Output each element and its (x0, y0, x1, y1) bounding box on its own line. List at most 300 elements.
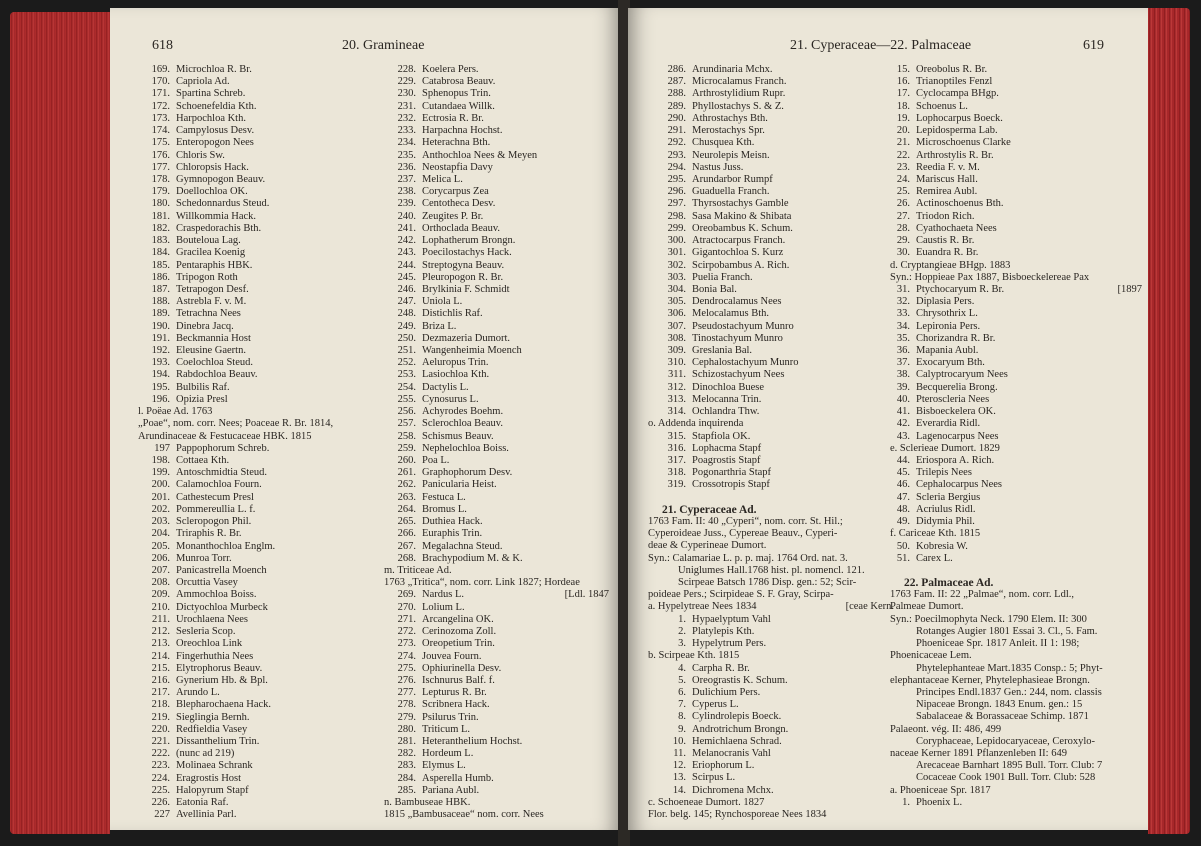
entry-number: 30. (896, 247, 910, 259)
genus-name: Harpachna Hochst. (422, 125, 503, 137)
genus-entry (384, 101, 609, 113)
genus-entry (384, 614, 609, 626)
entry-number: 279. (397, 711, 416, 723)
genus-entry (138, 162, 388, 174)
paragraph-line (890, 272, 1142, 284)
genus-name: Enteropogon Nees (176, 137, 254, 149)
genus-entry (384, 235, 609, 247)
genus-name: Cottaea Kth. (176, 455, 230, 466)
genus-entry (648, 772, 894, 784)
genus-entry (384, 455, 609, 467)
genus-name: Carpha R. Br. (692, 662, 750, 674)
entry-number: 16. (896, 76, 910, 88)
genus-name: Pogonarthria Stapf (692, 467, 772, 479)
entry-number: 33. (896, 308, 910, 320)
paragraph-text: Syn.: Poecilmophyta Neck. 1790 Elem. II: 300 (890, 613, 1087, 625)
genus-name: Hordeum L. (422, 748, 474, 760)
entry-number: 48. (896, 503, 910, 515)
genus-name: Chrysothrix L. (916, 308, 978, 320)
genus-name: Ectrosia R. Br. (422, 112, 484, 124)
genus-name: Dulichium Pers. (692, 686, 761, 698)
genus-entry (138, 321, 388, 333)
genus-entry (138, 785, 388, 797)
genus-name: Cylindrolepis Boeck. (692, 711, 782, 723)
genus-entry (648, 321, 894, 333)
genus-name: Reedia F. v. M. (916, 161, 980, 173)
genus-name: Oreopetium Trin. (422, 638, 495, 650)
genus-entry (648, 308, 894, 320)
genus-entry (384, 699, 609, 711)
genus-entry (138, 797, 388, 809)
genus-entry (384, 369, 609, 381)
genus-entry (384, 541, 609, 553)
genus-name: Panicularia Heist. (422, 479, 497, 491)
entry-number: 266. (397, 528, 416, 540)
genus-entry (890, 284, 1142, 296)
genus-name: Doellochloa OK. (176, 186, 248, 198)
entry-number: 312. (667, 381, 686, 393)
genus-entry (384, 724, 609, 736)
genus-entry (138, 198, 388, 210)
genus-name: Carex L. (916, 552, 953, 564)
entry-number: 197 (154, 442, 170, 454)
entry-number: 308. (667, 332, 686, 344)
genus-name: Didymia Phil. (916, 516, 975, 528)
entry-number: 269. (397, 589, 416, 601)
genus-entry (384, 186, 609, 198)
entry-number: 259. (397, 442, 416, 454)
entry-number: 220. (151, 723, 170, 735)
genus-name: Cynosurus L. (422, 393, 479, 405)
entry-number: 4. (678, 662, 686, 674)
entry-number: 290. (667, 112, 686, 124)
genus-entry (890, 345, 1142, 357)
genus-entry (648, 687, 894, 699)
genus-name: Sasa Makino & Shibata (692, 210, 792, 222)
left-column-1 (138, 64, 388, 822)
tribe-heading (890, 443, 1142, 455)
entry-number: 7. (678, 699, 686, 711)
genus-entry (648, 162, 894, 174)
entry-number: 303. (667, 271, 686, 283)
entry-number: 203. (151, 516, 170, 528)
genus-name: Nephelochloa Boiss. (422, 442, 509, 454)
entry-number: 311. (668, 369, 686, 381)
genus-entry (890, 162, 1142, 174)
genus-entry (384, 785, 609, 797)
entry-number: 211. (152, 613, 170, 625)
entry-number: 184. (151, 247, 170, 259)
genus-name: Scirpobambus A. Rich. (692, 259, 790, 271)
genus-name: Harpochloa Kth. (176, 112, 246, 124)
left-page (110, 8, 620, 830)
genus-name: Eragrostis Host (176, 772, 242, 784)
paragraph-line (648, 809, 894, 821)
entry-number: 256. (397, 406, 416, 418)
entry-number: 294. (667, 161, 686, 173)
entry-number: 258. (397, 430, 416, 442)
genus-name: Hemichlaena Schrad. (692, 735, 782, 747)
genus-entry (384, 174, 609, 186)
paragraph-text: deae & Cyperineae Dumort. (648, 540, 767, 552)
genus-entry (890, 797, 1142, 809)
genus-entry (890, 492, 1142, 504)
genus-entry (890, 455, 1142, 467)
genus-name: Scribnera Hack. (422, 699, 490, 711)
heading-text: n. Bambuseae HBK. (384, 797, 471, 809)
genus-entry (138, 528, 388, 540)
genus-entry (648, 174, 894, 186)
entry-number: 293. (667, 149, 686, 161)
genus-name: Schedonnardus Steud. (176, 198, 270, 210)
genus-name: Poagrostis Stapf (692, 455, 761, 466)
genus-name: Acriulus Ridl. (916, 503, 976, 515)
entry-number: 205. (151, 540, 170, 552)
genus-entry (648, 101, 894, 113)
genus-name: Dendrocalamus Nees (692, 296, 782, 308)
paragraph-line (890, 711, 1142, 723)
entry-number: 192. (151, 345, 170, 357)
genus-name: Phoenix L. (916, 796, 963, 808)
entry-number: 26. (896, 198, 910, 210)
entry-number: 213. (151, 638, 170, 650)
running-header-left: 20. Gramineae (342, 38, 425, 53)
genus-name: Ischnurus Balf. f. (422, 674, 495, 686)
genus-entry (890, 516, 1142, 528)
genus-name: Neurolepis Meisn. (692, 149, 770, 161)
entry-number: 1. (678, 613, 686, 625)
genus-name: Redfieldia Vasey (176, 723, 248, 735)
genus-entry (138, 296, 388, 308)
genus-name: Remirea Aubl. (916, 186, 978, 198)
genus-name: Dissanthelium Trin. (176, 736, 260, 748)
genus-entry (384, 357, 609, 369)
genus-entry (138, 369, 388, 381)
entry-number: 282. (397, 748, 416, 760)
entry-number: 223. (151, 760, 170, 772)
genus-name: Caustis R. Br. (916, 235, 975, 247)
entry-number: 237. (397, 173, 416, 185)
genus-name: Pappophorum Schreb. (176, 442, 270, 454)
heading-text: e. Sclerieae Dumort. 1829 (890, 442, 1000, 454)
genus-entry (890, 174, 1142, 186)
entry-number: 40. (896, 393, 910, 405)
genus-name: Kobresia W. (916, 540, 968, 552)
entry-number: 276. (397, 674, 416, 686)
heading-text: m. Triticeae Ad. (384, 564, 452, 576)
genus-entry (648, 394, 894, 406)
paragraph-line (890, 626, 1142, 638)
running-header-right: 21. Cyperaceae—22. Palmaceae (790, 38, 972, 53)
genus-name: Sieglingia Bernh. (176, 711, 250, 723)
entry-number: 204. (151, 528, 170, 540)
genus-name: Scleria Bergius (916, 491, 981, 503)
genus-name: Briza L. (422, 320, 457, 332)
genus-entry (890, 418, 1142, 430)
genus-name: Cyperus L. (692, 699, 739, 711)
genus-entry (384, 272, 609, 284)
genus-entry (648, 431, 894, 443)
entry-number: 255. (397, 393, 416, 405)
genus-name: Arundarbor Rumpf (692, 173, 773, 185)
genus-entry (890, 235, 1142, 247)
genus-name: Bonia Bal. (692, 283, 737, 295)
genus-name: Melanocranis Vahl (692, 748, 771, 760)
genus-entry (648, 614, 894, 626)
genus-name: Arthrostylidium Rupr. (692, 88, 786, 100)
genus-name: Everardia Ridl. (916, 418, 981, 430)
entry-number: 261. (397, 467, 416, 479)
genus-name: Mapania Aubl. (916, 345, 979, 357)
entry-number: 38. (896, 369, 910, 381)
genus-entry (138, 687, 388, 699)
paragraph-text: Principes Endl.1837 Gen.: 244, nom. classis (916, 686, 1102, 698)
entry-number: 292. (667, 137, 686, 149)
entry-number: 310. (667, 357, 686, 369)
entry-number: 36. (896, 345, 910, 357)
genus-entry (890, 223, 1142, 235)
entry-number: 304. (667, 283, 686, 295)
genus-name: Schismus Beauv. (422, 430, 494, 442)
entry-number: 28. (896, 222, 910, 234)
genus-name: Tetrachna Nees (176, 308, 241, 320)
genus-entry (648, 467, 894, 479)
genus-entry (384, 492, 609, 504)
entry-number: 8. (678, 711, 686, 723)
genus-name: Triticum L. (422, 723, 471, 735)
genus-name: Beckmannia Host (176, 332, 251, 344)
genus-name: Cutandaea Willk. (422, 100, 495, 112)
genus-name: Scirpus L. (692, 772, 736, 784)
genus-entry (384, 528, 609, 540)
genus-entry (138, 492, 388, 504)
genus-entry (384, 467, 609, 479)
paragraph-line (138, 418, 388, 430)
genus-name: Ammochloa Boiss. (176, 589, 257, 601)
genus-entry (890, 125, 1142, 137)
paragraph-line (890, 699, 1142, 711)
genus-name: Uniola L. (422, 296, 463, 308)
entry-number: 297. (667, 198, 686, 210)
paragraph-line (138, 431, 388, 443)
paragraph-text: Arundinaceae & Festucaceae HBK. 1815 (138, 430, 312, 442)
paragraph-line (648, 577, 894, 589)
genus-name: Trilepis Nees (916, 467, 972, 479)
entry-number: 20. (896, 125, 910, 137)
continuation-fragment: [1897 (1117, 283, 1142, 295)
genus-name: Orcuttia Vasey (176, 577, 238, 589)
genus-name: Chloropsis Hack. (176, 161, 249, 173)
entry-number: 242. (397, 235, 416, 247)
tribe-heading (648, 418, 894, 430)
genus-name: Lolium L. (422, 601, 465, 613)
genus-name: Hypelytrum Pers. (692, 638, 767, 650)
genus-name: Calyptrocaryum Nees (916, 369, 1008, 381)
entry-number: 305. (667, 296, 686, 308)
heading-text: l. Poëae Ad. 1763 (138, 406, 213, 418)
genus-name: Schoenus L. (916, 100, 968, 112)
genus-entry (138, 150, 388, 162)
entry-number: 27. (896, 210, 910, 222)
genus-entry (384, 394, 609, 406)
entry-number: 179. (151, 186, 170, 198)
entry-number: 315. (667, 430, 686, 442)
genus-entry (138, 308, 388, 320)
family-heading (890, 577, 1142, 589)
genus-name: Exocaryum Bth. (916, 357, 985, 369)
genus-entry (890, 76, 1142, 88)
genus-name: Guaduella Franch. (692, 186, 770, 198)
entry-number: 254. (397, 381, 416, 393)
entry-number: 206. (151, 552, 170, 564)
genus-entry (384, 333, 609, 345)
genus-name: Gracilea Koenig (176, 247, 246, 259)
genus-entry (138, 589, 388, 601)
entry-number: 193. (151, 357, 170, 369)
entry-number: 47. (896, 491, 910, 503)
genus-entry (890, 467, 1142, 479)
section-spacer (890, 565, 1142, 577)
genus-name: Arundinaria Mchx. (692, 64, 773, 75)
genus-name: Spartina Schreb. (176, 88, 246, 100)
genus-name: Melica L. (422, 173, 463, 185)
entry-number: 185. (151, 259, 170, 271)
genus-entry (138, 553, 388, 565)
entry-number: 49. (896, 516, 910, 528)
genus-name: Merostachys Spr. (692, 125, 765, 137)
genus-entry (648, 272, 894, 284)
genus-entry (890, 541, 1142, 553)
genus-name: Tetrapogon Desf. (176, 283, 249, 295)
entry-number: 215. (151, 662, 170, 674)
genus-entry (138, 651, 388, 663)
paragraph-line (648, 589, 894, 601)
entry-number: 177. (151, 161, 170, 173)
genus-name: Brachypodium M. & K. (422, 552, 523, 564)
genus-name: Brylkinia F. Schmidt (422, 283, 510, 295)
paragraph-line (890, 724, 1142, 736)
right-column-2 (890, 64, 1142, 809)
genus-entry (138, 382, 388, 394)
genus-entry (384, 773, 609, 785)
continuation-fragment: [ceae Kern. (845, 601, 894, 613)
entry-number: 224. (151, 772, 170, 784)
genus-entry (648, 125, 894, 137)
paragraph-text: Cyperoideae Juss., Cypereae Beauv., Cyperi- (648, 528, 838, 540)
entry-number: 209. (151, 589, 170, 601)
genus-name: Antoschmidtia Steud. (176, 467, 267, 479)
genus-entry (384, 247, 609, 259)
genus-entry (648, 223, 894, 235)
genus-name: Lepturus R. Br. (422, 687, 487, 699)
entry-number: 284. (397, 772, 416, 784)
genus-name: Eriospora A. Rich. (916, 455, 995, 466)
genus-entry (384, 198, 609, 210)
genus-name: Androtrichum Brongn. (692, 723, 789, 735)
genus-entry (890, 504, 1142, 516)
genus-name: Phyllostachys S. & Z. (692, 100, 784, 112)
entry-number: 228. (397, 64, 416, 75)
entry-number: 245. (397, 271, 416, 283)
genus-name: Pentaraphis HBK. (176, 259, 253, 271)
entry-number: 270. (397, 601, 416, 613)
genus-name: Tripogon Roth (176, 271, 238, 283)
entry-number: 176. (151, 149, 170, 161)
entry-number: 246. (397, 283, 416, 295)
genus-name: Urochlaena Nees (176, 613, 249, 625)
heading-text: f. Cariceae Kth. 1815 (890, 528, 981, 540)
entry-number: 201. (151, 491, 170, 503)
genus-entry (138, 724, 388, 736)
genus-entry (384, 113, 609, 125)
genus-entry (648, 198, 894, 210)
genus-name: Coelochloa Steud. (176, 357, 253, 369)
genus-name: Chusquea Kth. (692, 137, 755, 149)
genus-entry (384, 675, 609, 687)
entry-number: 307. (667, 320, 686, 332)
genus-name: Cerinozoma Zoll. (422, 626, 497, 638)
genus-name: Microcalamus Franch. (692, 76, 787, 88)
genus-name: Lophocarpus Boeck. (916, 112, 1003, 124)
genus-name: Puelia Franch. (692, 271, 753, 283)
genus-entry (648, 357, 894, 369)
entry-number: 281. (397, 736, 416, 748)
genus-entry (648, 626, 894, 638)
genus-name: Koelera Pers. (422, 64, 479, 75)
section-spacer (648, 492, 894, 504)
genus-name: Becquerelia Brong. (916, 381, 998, 393)
genus-entry (648, 186, 894, 198)
entry-number: 248. (397, 308, 416, 320)
paragraph-line (890, 675, 1142, 687)
genus-entry (138, 333, 388, 345)
genus-name: Fingerhuthia Nees (176, 650, 254, 662)
paragraph-line (648, 516, 894, 528)
tribe-heading (648, 601, 894, 613)
entry-number: 17. (896, 88, 910, 100)
genus-entry (648, 638, 894, 650)
genus-entry (890, 394, 1142, 406)
genus-entry (890, 357, 1142, 369)
genus-entry (138, 760, 388, 772)
genus-entry (890, 247, 1142, 259)
entry-number: 236. (397, 161, 416, 173)
entry-number: 1. (902, 796, 910, 808)
genus-entry (138, 76, 388, 88)
tribe-heading (384, 797, 609, 809)
entry-number: 309. (667, 345, 686, 357)
genus-entry (138, 699, 388, 711)
paragraph-line (890, 650, 1142, 662)
genus-entry (138, 137, 388, 149)
genus-entry (890, 64, 1142, 76)
genus-entry (384, 687, 609, 699)
genus-entry (384, 736, 609, 748)
genus-name: Triodon Rich. (916, 210, 975, 222)
entry-number: 175. (151, 137, 170, 149)
paragraph-line (890, 760, 1142, 772)
genus-entry (138, 455, 388, 467)
genus-name: Crossotropis Stapf (692, 479, 770, 491)
entry-number: 21. (896, 137, 910, 149)
entry-number: 41. (896, 406, 910, 418)
genus-name: Platylepis Kth. (692, 625, 755, 637)
genus-entry (138, 809, 388, 821)
genus-name: Graphophorum Desv. (422, 467, 513, 479)
genus-entry (138, 284, 388, 296)
genus-entry (138, 663, 388, 675)
entry-number: 22. (896, 149, 910, 161)
